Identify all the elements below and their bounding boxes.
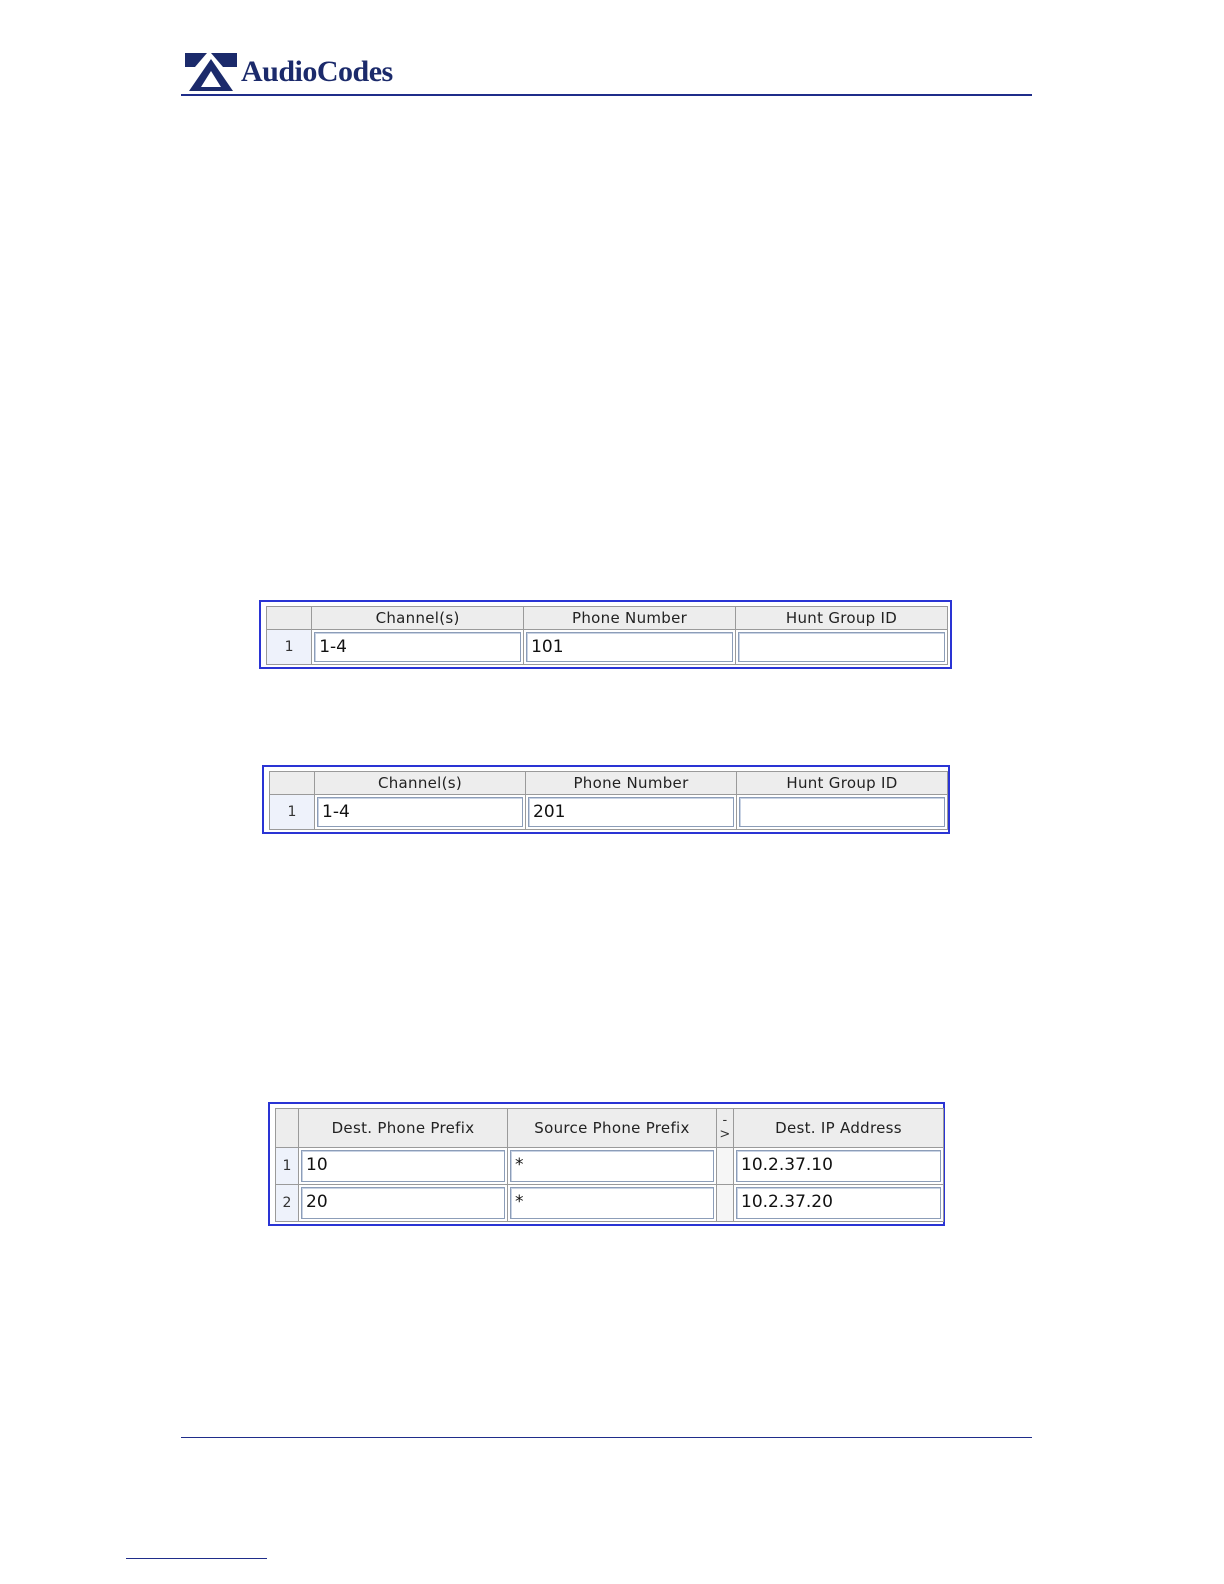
audiocodes-logo-icon [185,53,237,91]
phone-number-field[interactable]: 201 [528,797,734,827]
dest-prefix-cell [299,1148,508,1185]
logo-text: AudioCodes [241,55,393,88]
arrow-header-bottom: > [719,1127,731,1142]
endpoint-phone-table-1 [259,600,952,669]
channels-header: Channel(s) [312,607,524,630]
dest-ip-cell [734,1185,944,1222]
table-header-row [267,607,948,630]
table-row [276,1185,944,1222]
audiocodes-logo [185,53,393,91]
arrow-cell [717,1185,734,1222]
dest-phone-prefix-header: Dest. Phone Prefix [299,1109,508,1148]
phone-number-header: Phone Number [526,772,737,795]
dest-ip-field[interactable]: 10.2.37.20 [736,1187,941,1219]
phone-number-header: Phone Number [524,607,736,630]
channels-header: Channel(s) [315,772,526,795]
endpoint-phone-table-2 [262,765,950,834]
channels-field[interactable]: 1-4 [317,797,523,827]
table-row [276,1148,944,1185]
footnote-rule [126,1558,267,1559]
hunt-group-id-field[interactable] [739,797,945,827]
phone-number-cell [524,630,736,665]
table-header-row [276,1109,944,1148]
phone-number-field[interactable]: 101 [526,632,733,662]
index-header [267,607,312,630]
channels-cell [315,795,526,830]
channels-field[interactable]: 1-4 [314,632,521,662]
row-index: 1 [267,630,312,665]
hunt-group-id-cell [737,795,948,830]
hunt-group-id-header: Hunt Group ID [736,607,948,630]
arrow-header [717,1109,734,1148]
hunt-group-id-cell [736,630,948,665]
dest-prefix-cell [299,1185,508,1222]
source-prefix-cell [508,1148,717,1185]
header-rule [181,94,1032,96]
table-row [267,630,948,665]
footer-rule [181,1437,1032,1438]
dest-ip-field[interactable]: 10.2.37.10 [736,1150,941,1182]
row-index: 2 [276,1185,299,1222]
table-row [270,795,948,830]
dest-prefix-field[interactable]: 20 [301,1187,505,1219]
index-header [270,772,315,795]
source-phone-prefix-header: Source Phone Prefix [508,1109,717,1148]
tel-to-ip-routing-table [268,1102,945,1226]
source-prefix-field[interactable]: * [510,1150,714,1182]
hunt-group-id-field[interactable] [738,632,945,662]
hunt-group-id-header: Hunt Group ID [737,772,948,795]
table-header-row [270,772,948,795]
source-prefix-cell [508,1185,717,1222]
dest-ip-address-header: Dest. IP Address [734,1109,944,1148]
row-index: 1 [276,1148,299,1185]
source-prefix-field[interactable]: * [510,1187,714,1219]
dest-prefix-field[interactable]: 10 [301,1150,505,1182]
arrow-cell [717,1148,734,1185]
row-index: 1 [270,795,315,830]
index-header [276,1109,299,1148]
dest-ip-cell [734,1148,944,1185]
phone-number-cell [526,795,737,830]
arrow-header-top: - [722,1113,728,1128]
channels-cell [312,630,524,665]
